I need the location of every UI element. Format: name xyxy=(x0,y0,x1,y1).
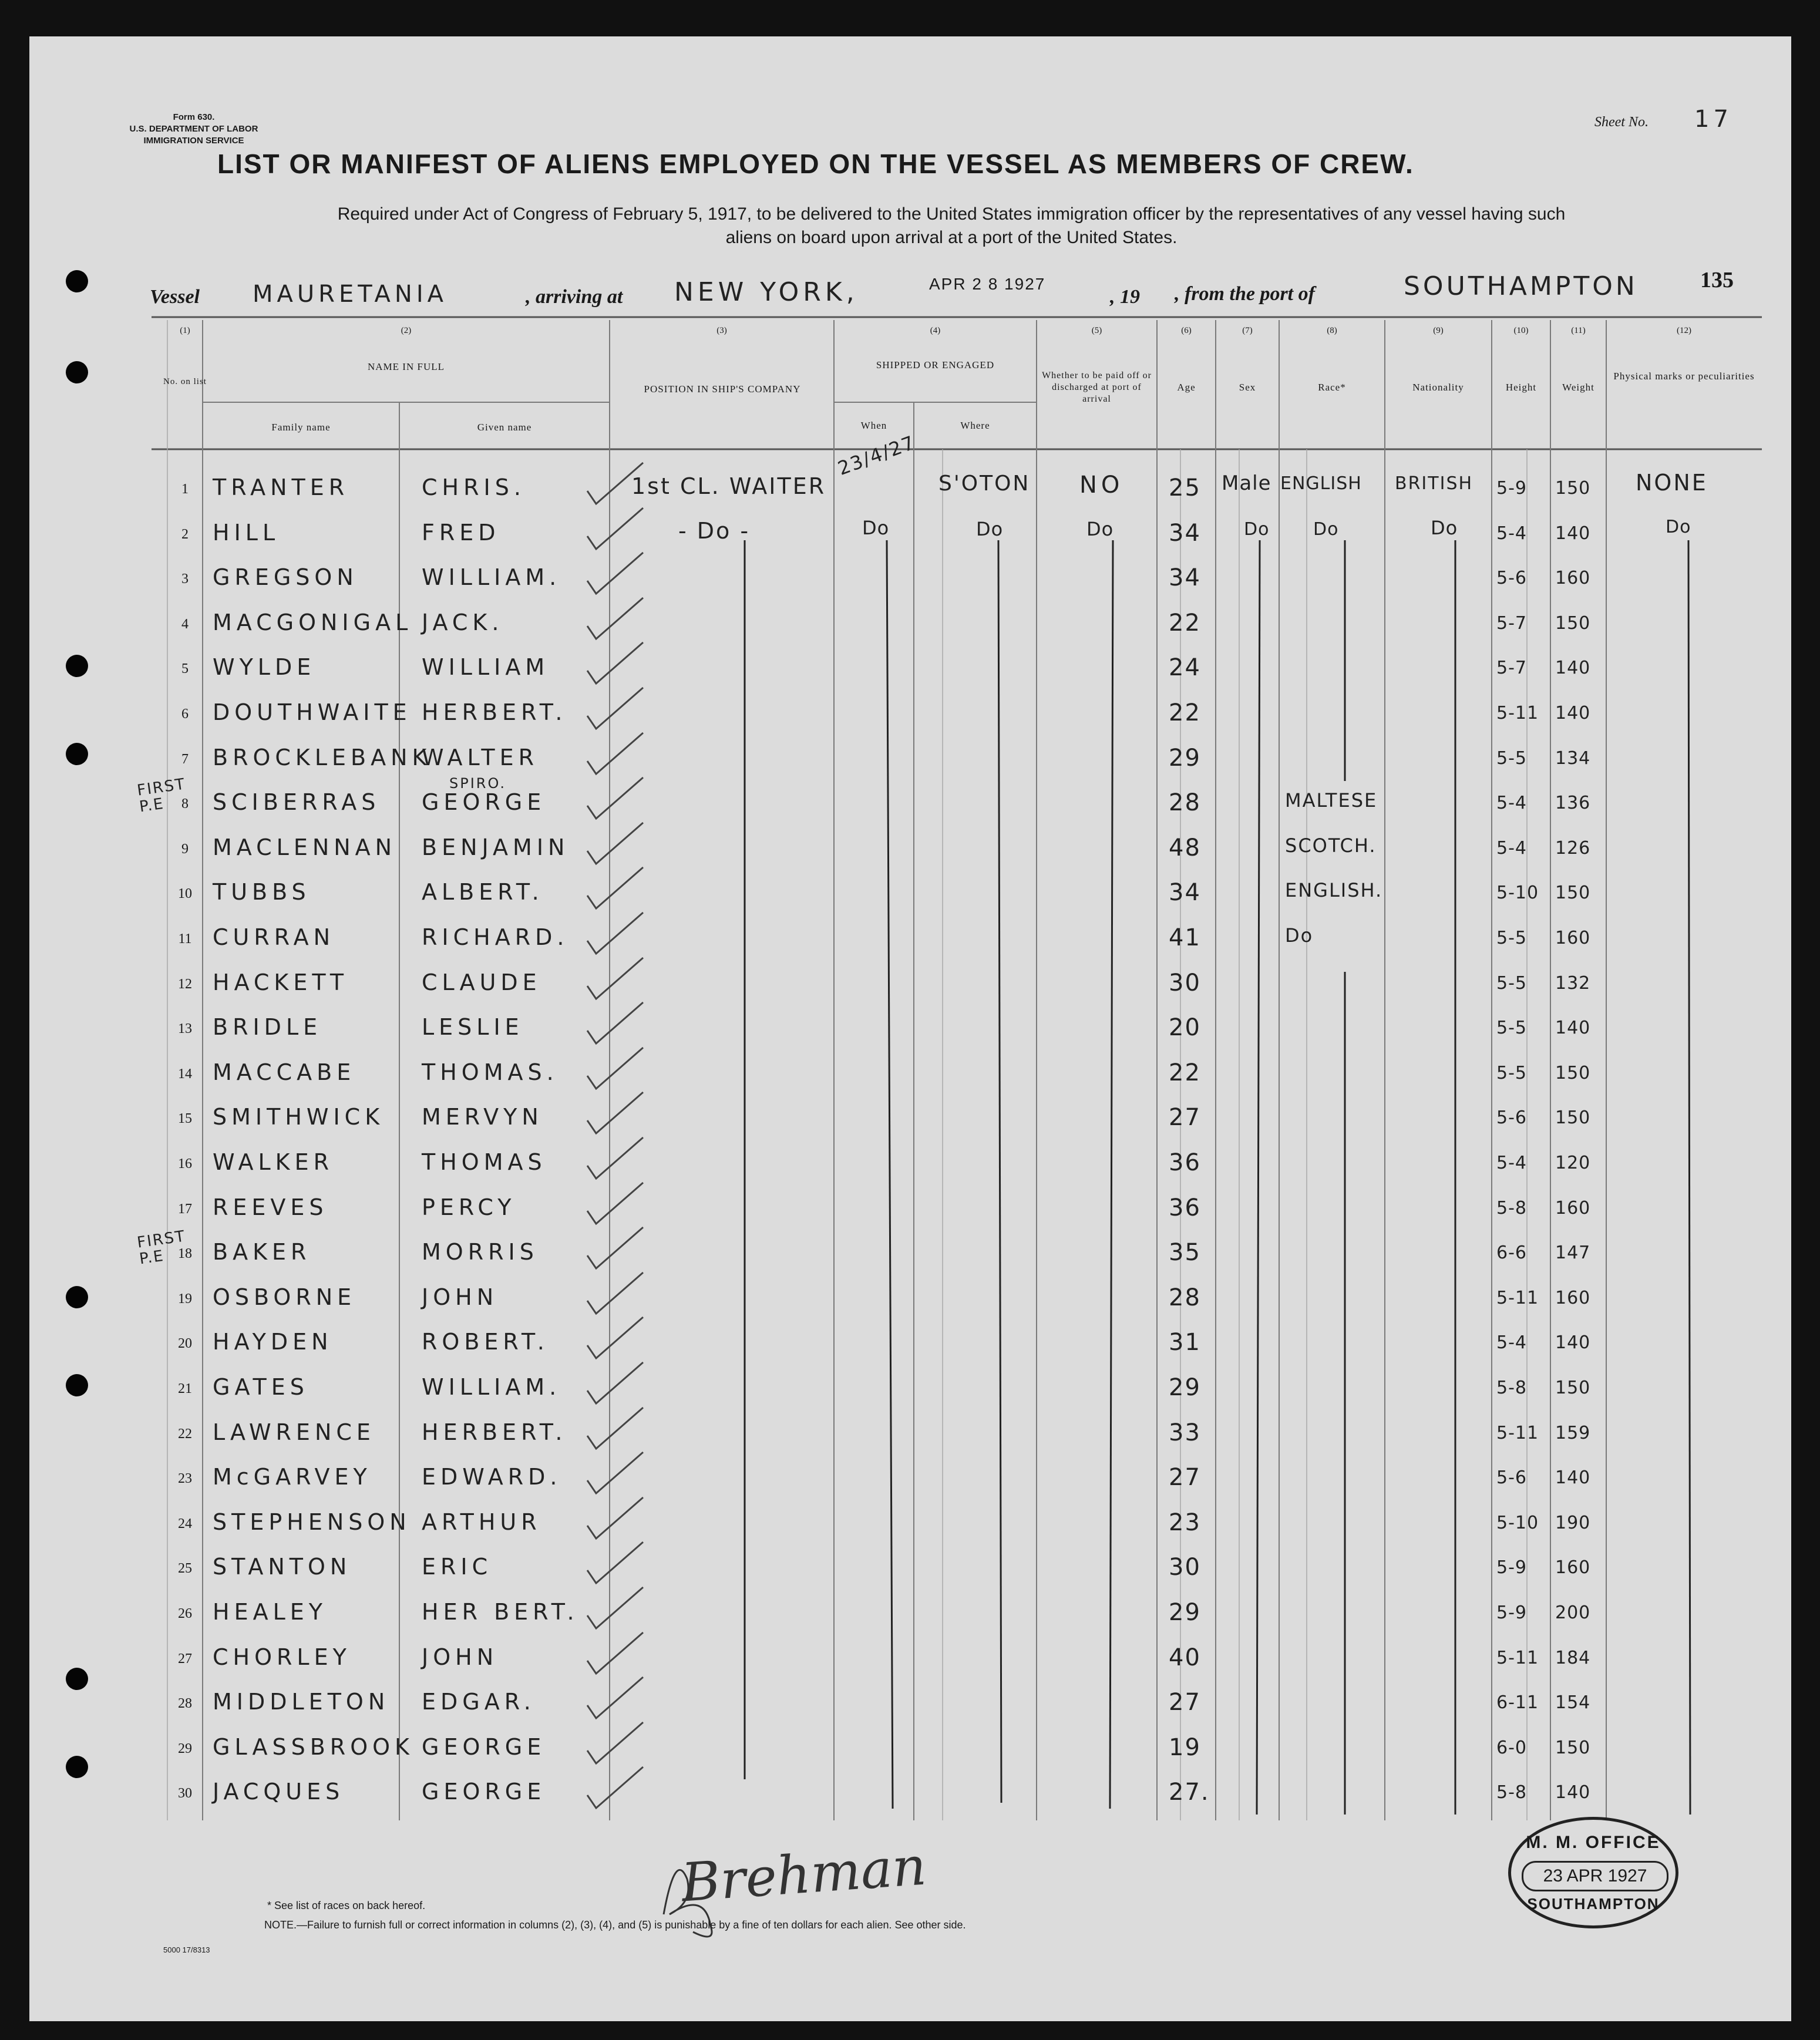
check-mark xyxy=(587,1767,643,1808)
height: 5-9 xyxy=(1496,1603,1527,1623)
age: 30 xyxy=(1169,969,1201,997)
given-name: EDWARD. xyxy=(422,1464,562,1490)
row-number: 28 xyxy=(178,1696,192,1711)
weight: 140 xyxy=(1555,703,1591,723)
family-name: McGARVEY xyxy=(213,1464,372,1490)
col-num-3: (3) xyxy=(716,326,727,335)
header-sex: Sex xyxy=(1239,382,1256,393)
weight: 184 xyxy=(1555,1648,1591,1668)
row-number: 1 xyxy=(181,482,189,497)
stamp-bottom-text: SOUTHAMPTON xyxy=(1527,1895,1660,1913)
print-code: 5000 17/8313 xyxy=(163,1945,210,1954)
family-name: BAKER xyxy=(213,1239,311,1265)
height: 5-5 xyxy=(1496,973,1527,994)
family-name: MACLENNAN xyxy=(213,834,397,860)
family-name: WYLDE xyxy=(213,654,316,680)
mm-office-stamp xyxy=(1508,1817,1678,1928)
header-weight: Weight xyxy=(1562,382,1594,393)
row-number: 25 xyxy=(178,1561,192,1576)
age: 41 xyxy=(1169,924,1201,951)
weight: 190 xyxy=(1555,1513,1591,1533)
row-number: 3 xyxy=(181,571,189,587)
height: 5-11 xyxy=(1496,1423,1539,1443)
age: 30 xyxy=(1169,1554,1201,1581)
check-mark xyxy=(587,1002,643,1043)
nationality-row-2-ditto: Do xyxy=(1431,517,1458,539)
weight: 140 xyxy=(1555,1782,1591,1803)
nationality-row-1: BRITISH xyxy=(1395,473,1474,494)
check-mark xyxy=(587,1542,643,1583)
height: 5-5 xyxy=(1496,928,1527,948)
age: 25 xyxy=(1169,474,1201,501)
weight: 132 xyxy=(1555,973,1591,994)
signature: Brehman xyxy=(679,1835,928,1914)
age: 27. xyxy=(1169,1779,1210,1806)
given-name: JOHN xyxy=(422,1284,499,1310)
age: 34 xyxy=(1169,564,1201,591)
position-row-1: 1st CL. WAITER xyxy=(631,473,826,499)
height: 5-9 xyxy=(1496,1557,1527,1578)
year-label: , 19 xyxy=(1110,286,1140,308)
family-name: HAYDEN xyxy=(213,1329,333,1355)
weight: 140 xyxy=(1555,523,1591,544)
family-name: HEALEY xyxy=(213,1599,327,1625)
check-mark xyxy=(587,1048,643,1089)
age: 22 xyxy=(1169,610,1201,637)
stamp-date: 23 APR 1927 xyxy=(1522,1861,1668,1891)
family-name: STEPHENSON xyxy=(213,1509,411,1535)
family-name: REEVES xyxy=(213,1194,328,1220)
weight: 154 xyxy=(1555,1692,1591,1713)
header-nationality: Nationality xyxy=(1412,382,1464,393)
given-name: CHRIS. xyxy=(422,474,526,500)
header-shipped-engaged: SHIPPED OR ENGAGED xyxy=(876,359,995,371)
row-number: 17 xyxy=(178,1201,192,1217)
age: 28 xyxy=(1169,1284,1201,1311)
age: 24 xyxy=(1169,654,1201,681)
weight: 159 xyxy=(1555,1423,1591,1443)
col-num-9: (9) xyxy=(1433,326,1444,335)
races-footnote: * See list of races on back hereof. xyxy=(267,1900,426,1911)
height: 5-8 xyxy=(1496,1198,1527,1218)
row-number: 2 xyxy=(181,527,189,542)
weight: 150 xyxy=(1555,613,1591,634)
family-name: LAWRENCE xyxy=(213,1419,375,1445)
age: 34 xyxy=(1169,879,1201,906)
height: 5-7 xyxy=(1496,613,1527,634)
arrival-date-stamp: APR 2 8 1927 xyxy=(929,275,1046,293)
height: 5-4 xyxy=(1496,838,1527,859)
check-mark xyxy=(587,1722,643,1763)
family-name: TRANTER xyxy=(213,474,349,500)
physical-row-2-ditto: Do xyxy=(1666,517,1691,537)
sheet-number: 17 xyxy=(1694,106,1732,133)
arriving-label: , arriving at xyxy=(526,286,623,308)
check-mark xyxy=(587,1227,643,1268)
age: 22 xyxy=(1169,1059,1201,1086)
department-name: U.S. DEPARTMENT OF LABOR xyxy=(129,124,258,134)
col-num-2: (2) xyxy=(401,326,412,335)
family-name: GREGSON xyxy=(213,564,358,590)
check-mark xyxy=(587,688,643,729)
height: 5-4 xyxy=(1496,1332,1527,1353)
family-name: BRIDLE xyxy=(213,1014,322,1040)
weight: 134 xyxy=(1555,748,1591,769)
penalty-note: NOTE.—Failure to furnish full or correct information in columns (2), (3), (4), and (5) is punishable by a fine of ten dollars for each alien. See other side. xyxy=(264,1919,966,1931)
col-num-4: (4) xyxy=(930,326,941,335)
height: 6-11 xyxy=(1496,1692,1539,1713)
given-name: GEORGE xyxy=(422,1779,546,1805)
family-name: SCIBERRAS xyxy=(213,789,381,815)
check-mark xyxy=(587,1497,643,1539)
check-mark xyxy=(587,733,643,774)
age: 28 xyxy=(1169,789,1201,816)
check-mark xyxy=(587,913,643,954)
check-mark xyxy=(587,1137,643,1179)
weight: 160 xyxy=(1555,928,1591,948)
vessel-name: MAURETANIA xyxy=(253,281,448,308)
check-mark xyxy=(587,1183,643,1224)
row-number: 14 xyxy=(178,1066,192,1082)
height: 5-6 xyxy=(1496,1467,1527,1488)
weight: 200 xyxy=(1555,1603,1591,1623)
header-physical-marks: Physical marks or peculiarities xyxy=(1613,371,1755,382)
row-number: 12 xyxy=(178,977,192,992)
header-age: Age xyxy=(1177,382,1196,393)
header-given-name: Given name xyxy=(477,422,532,433)
row-number: 4 xyxy=(181,617,189,632)
height: 5-11 xyxy=(1496,703,1539,723)
age: 29 xyxy=(1169,1374,1201,1401)
row-number: 5 xyxy=(181,661,189,676)
row-number: 19 xyxy=(178,1291,192,1307)
check-mark xyxy=(587,1632,643,1674)
physical-row-1: NONE xyxy=(1636,470,1708,496)
family-name: STANTON xyxy=(213,1554,352,1580)
family-name: CURRAN xyxy=(213,924,335,950)
height: 5-6 xyxy=(1496,568,1527,588)
weight: 160 xyxy=(1555,1557,1591,1578)
stamp-top-text: M. M. OFFICE xyxy=(1526,1833,1661,1852)
header-where: Where xyxy=(960,420,990,431)
age: 19 xyxy=(1169,1734,1201,1761)
age: 40 xyxy=(1169,1644,1201,1671)
weight: 140 xyxy=(1555,658,1591,678)
weight: 140 xyxy=(1555,1467,1591,1488)
height: 5-11 xyxy=(1496,1648,1539,1668)
check-mark xyxy=(587,777,643,819)
check-mark xyxy=(587,1408,643,1449)
race: Do xyxy=(1285,924,1314,947)
age: 23 xyxy=(1169,1509,1201,1536)
age: 31 xyxy=(1169,1329,1201,1356)
height: 5-5 xyxy=(1496,748,1527,769)
given-name: PERCY xyxy=(422,1194,516,1220)
given-name: HERBERT. xyxy=(422,1419,567,1445)
given-name: FRED xyxy=(422,520,500,546)
family-name: SMITHWICK xyxy=(213,1104,385,1130)
weight: 120 xyxy=(1555,1153,1591,1173)
family-name: HACKETT xyxy=(213,969,349,995)
given-name: ALBERT. xyxy=(422,879,544,905)
check-mark xyxy=(587,1317,643,1358)
subtitle-line-1: Required under Act of Congress of February 5, 1917, to be delivered to the United States immigration officer by the representatives of any vessel having such xyxy=(337,204,1566,224)
given-name: ROBERT. xyxy=(422,1329,549,1355)
row-number: 22 xyxy=(178,1426,192,1442)
weight: 147 xyxy=(1555,1243,1591,1263)
given-name: JACK. xyxy=(422,610,504,635)
weight: 160 xyxy=(1555,1198,1591,1218)
where-row-1: S'OTON xyxy=(938,472,1031,496)
age: 27 xyxy=(1169,1464,1201,1491)
height: 5-8 xyxy=(1496,1378,1527,1398)
family-name: JACQUES xyxy=(213,1779,345,1805)
row-number: 30 xyxy=(178,1786,192,1801)
check-mark xyxy=(587,1452,643,1493)
col-num-12: (12) xyxy=(1677,326,1691,335)
col-num-11: (11) xyxy=(1571,326,1586,335)
height: 5-8 xyxy=(1496,1782,1527,1803)
height: 6-0 xyxy=(1496,1738,1527,1758)
given-name: THOMAS xyxy=(422,1149,547,1175)
height: 5-4 xyxy=(1496,523,1527,544)
row-number: 29 xyxy=(178,1741,192,1756)
given-name: WALTER xyxy=(422,745,539,770)
height: 5-10 xyxy=(1496,883,1539,903)
header-position: POSITION IN SHIP'S COMPANY xyxy=(644,383,801,395)
family-name: OSBORNE xyxy=(213,1284,356,1310)
first-pe-annotation: FIRST P.E xyxy=(136,775,187,816)
height: 5-10 xyxy=(1496,1513,1539,1533)
check-mark xyxy=(587,1362,643,1403)
row-number: 8 xyxy=(181,796,189,812)
family-name: BROCKLEBANK xyxy=(213,745,432,770)
row-number: 9 xyxy=(181,841,189,857)
race: ENGLISH. xyxy=(1285,879,1383,901)
form-number: Form 630. xyxy=(173,112,215,122)
vessel-label: Vessel xyxy=(150,286,200,308)
col-num-8: (8) xyxy=(1327,326,1337,335)
race: MALTESE xyxy=(1285,789,1378,812)
row-number: 23 xyxy=(178,1471,192,1486)
check-mark xyxy=(587,1677,643,1718)
family-name: GATES xyxy=(213,1374,309,1400)
age: 48 xyxy=(1169,834,1201,861)
check-mark xyxy=(587,1273,643,1314)
row-number: 26 xyxy=(178,1606,192,1621)
weight: 150 xyxy=(1555,1107,1591,1128)
check-mark xyxy=(587,1587,643,1628)
race-row-2-ditto: Do xyxy=(1313,519,1339,540)
sheet-label: Sheet No. xyxy=(1594,115,1649,130)
weight: 160 xyxy=(1555,1288,1591,1308)
first-pe-annotation-2: FIRST P.E xyxy=(136,1227,187,1268)
col-num-1: (1) xyxy=(180,326,190,335)
family-name: TUBBS xyxy=(213,879,311,905)
spiro-annotation: SPIRO. xyxy=(449,775,507,792)
subtitle-line-2: aliens on board upon arrival at a port of the United States. xyxy=(725,228,1178,247)
check-mark xyxy=(587,508,643,549)
row-number: 18 xyxy=(178,1246,192,1261)
age: 34 xyxy=(1169,520,1201,547)
sex-row-1: Male xyxy=(1222,472,1271,495)
check-mark xyxy=(587,553,643,594)
position-row-2-ditto: - Do - xyxy=(678,518,751,544)
given-name: HER BERT. xyxy=(422,1599,579,1625)
given-name: CLAUDE xyxy=(422,969,541,995)
sex-row-2-ditto: Do xyxy=(1244,519,1270,540)
given-name: WILLIAM xyxy=(422,654,550,680)
header-no-on-list: No. on list xyxy=(163,377,207,386)
family-name: WALKER xyxy=(213,1149,334,1175)
height: 5-9 xyxy=(1496,478,1527,499)
check-mark xyxy=(587,642,643,684)
col-num-6: (6) xyxy=(1181,326,1192,335)
col-num-10: (10) xyxy=(1513,326,1529,335)
age: 36 xyxy=(1169,1149,1201,1176)
row-number: 15 xyxy=(178,1111,192,1126)
when-row-2-ditto: Do xyxy=(862,517,890,539)
where-row-2-ditto: Do xyxy=(976,518,1004,540)
weight: 140 xyxy=(1555,1332,1591,1353)
height: 5-5 xyxy=(1496,1018,1527,1038)
race-row-1: ENGLISH xyxy=(1280,473,1362,494)
row-number: 6 xyxy=(181,706,189,722)
weight: 126 xyxy=(1555,838,1591,859)
col-num-7: (7) xyxy=(1242,326,1253,335)
weight: 150 xyxy=(1555,1378,1591,1398)
height: 5-4 xyxy=(1496,793,1527,813)
row-number: 13 xyxy=(178,1021,192,1036)
when-row-1: 23/4/27 xyxy=(835,431,919,480)
given-name: HERBERT. xyxy=(422,699,567,725)
weight: 160 xyxy=(1555,568,1591,588)
departure-port: SOUTHAMPTON xyxy=(1404,271,1638,301)
given-name: WILLIAM. xyxy=(422,1374,561,1400)
given-name: ARTHUR xyxy=(422,1509,541,1535)
page-title: LIST OR MANIFEST OF ALIENS EMPLOYED ON THE VESSEL AS MEMBERS OF CREW. xyxy=(217,149,1414,179)
given-name: MORRIS xyxy=(422,1239,539,1265)
row-number: 10 xyxy=(178,886,192,901)
given-name: ERIC xyxy=(422,1554,493,1580)
header-paid-off: Whether to be paid off or discharged at port of arrival xyxy=(1042,371,1152,404)
given-name: EDGAR. xyxy=(422,1689,536,1715)
age: 29 xyxy=(1169,1599,1201,1626)
header-height: Height xyxy=(1505,382,1537,393)
check-mark xyxy=(587,867,643,908)
age: 33 xyxy=(1169,1419,1201,1446)
given-name: MERVYN xyxy=(422,1104,543,1130)
height: 5-7 xyxy=(1496,658,1527,678)
service-name: IMMIGRATION SERVICE xyxy=(143,136,244,146)
row-number: 11 xyxy=(178,931,192,947)
age: 22 xyxy=(1169,699,1201,726)
row-number: 16 xyxy=(178,1156,192,1172)
from-port-label: , from the port of xyxy=(1175,283,1315,305)
weight: 140 xyxy=(1555,1018,1591,1038)
header-race: Race* xyxy=(1318,382,1346,393)
family-name: HILL xyxy=(213,520,280,546)
family-name: MIDDLETON xyxy=(213,1689,390,1715)
check-mark xyxy=(587,1092,643,1133)
age: 27 xyxy=(1169,1689,1201,1716)
race: SCOTCH. xyxy=(1285,834,1377,857)
check-mark xyxy=(587,598,643,639)
age: 29 xyxy=(1169,745,1201,772)
weight: 150 xyxy=(1555,478,1591,499)
family-name: DOUTHWAITE xyxy=(213,699,412,725)
given-name: JOHN xyxy=(422,1644,499,1670)
row-number: 7 xyxy=(181,752,189,767)
height: 5-11 xyxy=(1496,1288,1539,1308)
weight: 150 xyxy=(1555,883,1591,903)
height: 5-6 xyxy=(1496,1107,1527,1128)
family-name: MACGONIGAL xyxy=(213,610,413,635)
given-name: LESLIE xyxy=(422,1014,524,1040)
row-number: 20 xyxy=(178,1336,192,1351)
given-name: THOMAS. xyxy=(422,1059,559,1085)
given-name: GEORGE xyxy=(422,789,546,815)
header-name-in-full: NAME IN FULL xyxy=(368,361,445,372)
arriving-port: NEW YORK, xyxy=(674,277,859,307)
weight: 150 xyxy=(1555,1738,1591,1758)
row-number: 21 xyxy=(178,1381,192,1396)
height: 5-4 xyxy=(1496,1153,1527,1173)
age: 36 xyxy=(1169,1194,1201,1221)
given-name: WILLIAM. xyxy=(422,564,561,590)
check-mark xyxy=(587,958,643,999)
family-name: CHORLEY xyxy=(213,1644,351,1670)
check-mark xyxy=(587,823,643,864)
age: 27 xyxy=(1169,1104,1201,1131)
header-when: When xyxy=(860,420,887,431)
weight: 136 xyxy=(1555,793,1591,813)
given-name: BENJAMIN xyxy=(422,834,570,860)
col-num-5: (5) xyxy=(1091,326,1102,335)
row-number: 24 xyxy=(178,1516,192,1531)
height: 5-5 xyxy=(1496,1063,1527,1083)
row-number: 27 xyxy=(178,1651,192,1667)
paid-off-row-2-ditto: Do xyxy=(1086,518,1114,540)
age: 20 xyxy=(1169,1014,1201,1041)
header-family-name: Family name xyxy=(271,422,331,433)
page-number: 135 xyxy=(1700,268,1734,292)
height: 6-6 xyxy=(1496,1243,1527,1263)
given-name: RICHARD. xyxy=(422,924,569,950)
family-name: MACCABE xyxy=(213,1059,356,1085)
age: 35 xyxy=(1169,1239,1201,1266)
paid-off-row-1: NO xyxy=(1079,472,1124,499)
given-name: GEORGE xyxy=(422,1734,546,1760)
weight: 150 xyxy=(1555,1063,1591,1083)
family-name: GLASSBROOK xyxy=(213,1734,414,1760)
